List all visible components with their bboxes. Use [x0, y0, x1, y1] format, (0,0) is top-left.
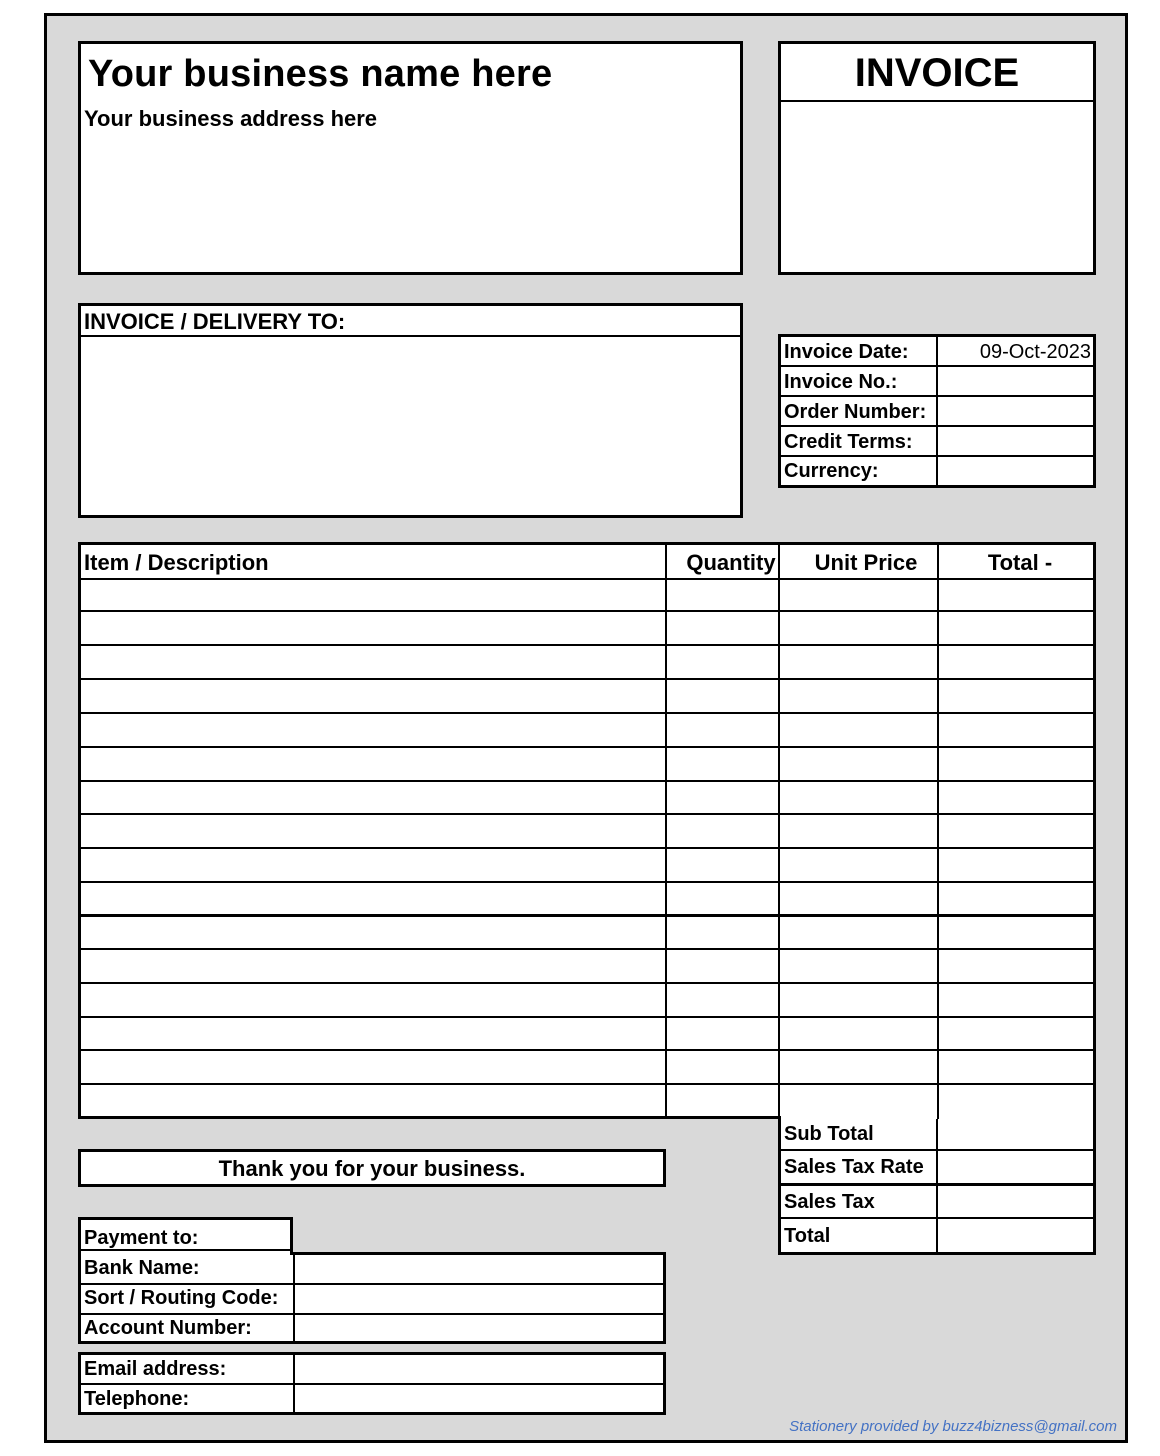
item-row-line: [81, 578, 1093, 580]
totals-line: [781, 1149, 1093, 1151]
totals-line: [781, 1183, 1093, 1186]
business-box: [78, 41, 743, 275]
item-column-line: [937, 545, 939, 1122]
info-label-date: Invoice Date:: [784, 341, 909, 363]
totals-label-sales-tax: Sales Tax: [784, 1191, 875, 1213]
info-row-date: [781, 337, 1093, 367]
info-value-date[interactable]: 09-Oct-2023: [979, 341, 1091, 363]
business-name[interactable]: Your business name here: [88, 53, 553, 95]
item-row-line: [81, 644, 1093, 646]
info-row-credit-terms: [781, 427, 1093, 457]
contact-box: [78, 1352, 666, 1415]
totals-label-total: Total: [784, 1225, 831, 1247]
totals-label-subtotal: Sub Total: [784, 1123, 874, 1145]
header-item-description: Item / Description: [84, 550, 269, 575]
payment-label-account: Account Number:: [84, 1317, 252, 1339]
contact-label-telephone: Telephone:: [84, 1388, 190, 1410]
info-row-order-number: [781, 397, 1093, 427]
invoice-title-box: [778, 41, 1096, 275]
info-label-order-number: Order Number:: [784, 401, 927, 423]
item-row-line: [81, 1049, 1093, 1051]
items-table: [78, 542, 1096, 1119]
thanks-box: Thank you for your business.: [78, 1149, 666, 1187]
info-label-invoice-no: Invoice No.:: [784, 371, 898, 393]
totals-line: [781, 1217, 1093, 1219]
info-row-invoice-no: [781, 367, 1093, 397]
contact-line: [81, 1383, 663, 1385]
payment-divider: [293, 1255, 295, 1341]
invoice-sheet: [44, 13, 1128, 1443]
business-address[interactable]: Your business address here: [84, 106, 378, 131]
payment-label-to: Payment to:: [84, 1227, 199, 1249]
item-row-line: [81, 1083, 1093, 1085]
payment-box: [78, 1252, 666, 1344]
totals-table: [778, 1119, 1096, 1255]
header-quantity: Quantity: [686, 550, 776, 575]
item-column-line: [778, 545, 780, 1122]
contact-label-email: Email address:: [84, 1358, 227, 1380]
item-row-line: [81, 1116, 781, 1119]
footer-credit: Stationery provided by buzz4bizness@gmail.com: [789, 1418, 1117, 1435]
info-row-currency: [781, 457, 1093, 485]
payment-to-cell: [78, 1217, 293, 1257]
item-row-line: [81, 610, 1093, 612]
payment-line: [81, 1313, 663, 1315]
item-row-line: [81, 982, 1093, 984]
item-row-line: [81, 780, 1093, 782]
payment-line: [81, 1283, 663, 1285]
totals-label-tax-rate: Sales Tax Rate: [784, 1156, 924, 1178]
item-row-line: [81, 678, 1093, 680]
item-row-line: [81, 914, 1093, 917]
info-label-credit-terms: Credit Terms:: [784, 431, 913, 453]
payment-label-routing: Sort / Routing Code:: [84, 1287, 279, 1309]
item-row-line: [81, 712, 1093, 714]
item-row-line: [81, 847, 1093, 849]
delivery-box[interactable]: [78, 303, 743, 518]
info-label-currency: Currency:: [784, 460, 879, 482]
item-row-line: [81, 1016, 1093, 1018]
payment-line: [81, 1249, 290, 1251]
header-unit-price: Unit Price: [814, 550, 918, 575]
invoice-info-table: [778, 334, 1096, 488]
item-row-line: [81, 948, 1093, 950]
header-total: Total -: [987, 550, 1053, 575]
delivery-label: INVOICE / DELIVERY TO:: [81, 306, 740, 337]
payment-join: [81, 1252, 290, 1255]
item-row-line: [81, 881, 1093, 883]
item-column-line: [665, 545, 667, 1119]
item-row-line: [81, 813, 1093, 815]
invoice-title: INVOICE: [781, 44, 1093, 102]
item-row-line: [81, 746, 1093, 748]
payment-label-bank: Bank Name:: [84, 1257, 200, 1279]
